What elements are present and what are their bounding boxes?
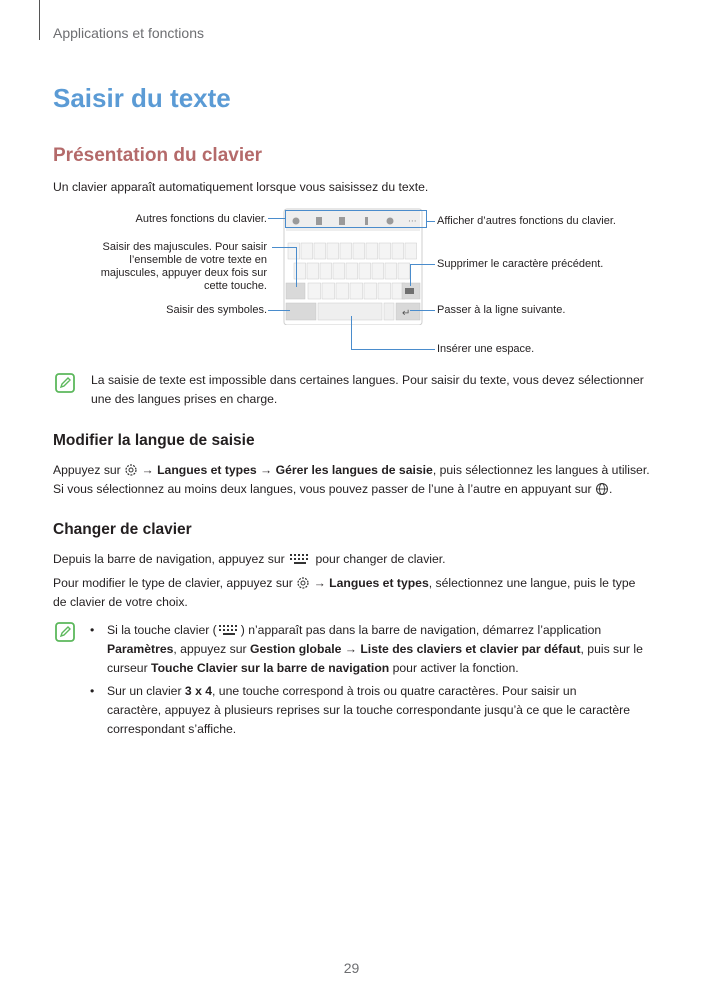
letter-key xyxy=(398,263,410,279)
keyboard-toolbar xyxy=(286,211,420,231)
letter-key xyxy=(327,243,339,259)
note-pencil-icon xyxy=(55,373,75,393)
sticker-icon xyxy=(339,217,345,225)
letter-key xyxy=(379,243,391,259)
letter-key xyxy=(314,243,326,259)
keyboard-icon xyxy=(288,552,312,566)
highlight-box-left xyxy=(285,210,286,227)
page-number: 29 xyxy=(343,960,360,976)
change-keyboard-paragraph2 xyxy=(53,574,635,612)
callout-delete: Supprimer le caractère précédent. xyxy=(437,258,604,270)
mic-icon xyxy=(365,217,368,225)
period-key xyxy=(384,303,394,320)
letter-key xyxy=(301,243,313,259)
letter-key xyxy=(336,283,349,299)
letter-key xyxy=(359,263,371,279)
note2-bullet1-line1: Si la touche clavier ( ) n’apparaît pas dans la barre de navigation, démarrez l’application xyxy=(107,623,602,637)
settings-icon xyxy=(387,218,394,225)
callout-line-enter xyxy=(410,310,435,311)
change-keyboard-line2: Pour modifier le type de clavier, appuyez sur → Langues et types, sélectionnez une langue, puis le type xyxy=(53,576,636,590)
space-key xyxy=(318,303,382,320)
callout-line-space-h xyxy=(351,349,435,350)
settings-gear-icon xyxy=(124,463,138,477)
enter-icon: ↵ xyxy=(402,308,411,319)
globe-icon xyxy=(595,482,609,496)
letter-key xyxy=(346,263,358,279)
note2-bullet2 xyxy=(90,682,631,739)
note1-text xyxy=(91,371,644,409)
letter-key xyxy=(340,243,352,259)
callout-line-space-v xyxy=(351,316,352,349)
letter-key xyxy=(353,243,365,259)
header-rule xyxy=(39,0,40,40)
callout-enter: Passer à la ligne suivante. xyxy=(437,304,566,316)
change-keyboard-paragraph1: Depuis la barre de navigation, appuyez sur pour changer de clavier. xyxy=(53,552,446,566)
callout-line-symbols xyxy=(268,310,290,311)
callout-shift-line4: cette touche. xyxy=(204,280,267,292)
bullet-dot: • xyxy=(90,623,95,637)
callout-shift-line1: Saisir des majuscules. Pour saisir xyxy=(102,241,267,253)
settings-gear-icon xyxy=(296,576,310,590)
letter-key xyxy=(350,283,363,299)
highlight-box-right xyxy=(426,210,427,227)
note2-bullet2-line3: correspondant s’affiche. xyxy=(107,722,237,736)
callout-shift xyxy=(101,241,267,293)
callout-line-shift-v xyxy=(296,247,297,287)
callout-line-delete-h xyxy=(410,264,435,265)
highlight-box-top xyxy=(285,210,427,211)
subheading-input-language: Modifier la langue de saisie xyxy=(53,432,255,449)
language-line1: Appuyez sur → Langues et types → Gérer les langues de saisie, puis sélectionnez les langues à utiliser. xyxy=(53,463,650,477)
letter-key xyxy=(333,263,345,279)
letter-key xyxy=(320,263,332,279)
page-title: Saisir du texte xyxy=(53,83,231,113)
callout-shift-line3: majuscules, appuyer deux fois sur xyxy=(100,267,267,279)
change-keyboard-line3: de clavier de votre choix. xyxy=(53,595,188,609)
note2-bullet2-line2: caractère, appuyez à plusieurs reprises sur la touche correspondante jusqu’à ce que le caractère xyxy=(107,703,631,717)
note1-line1: La saisie de texte est impossible dans certaines langues. Pour saisir du texte, vous devez sélectionner xyxy=(91,373,644,387)
callout-more-functions: Afficher d’autres fonctions du clavier. xyxy=(437,215,616,227)
letter-key xyxy=(364,283,377,299)
letter-key xyxy=(385,263,397,279)
section-heading-keyboard-overview: Présentation du clavier xyxy=(53,145,263,166)
letter-key xyxy=(405,243,417,259)
delete-icon xyxy=(405,288,414,294)
callout-line-other-functions xyxy=(268,218,285,219)
note2-bullet1-line2: Paramètres, appuyez sur Gestion globale → Liste des claviers et clavier par défaut, puis sur le xyxy=(107,642,643,656)
header-section-label: Applications et fonctions xyxy=(53,25,204,41)
note2-bullet1 xyxy=(90,621,643,678)
letter-key xyxy=(372,263,384,279)
language-line2: Si vous sélectionnez au moins deux langues, vous pouvez passer de l’une à l’autre en appuyant sur . xyxy=(53,482,613,496)
subheading-change-keyboard: Changer de clavier xyxy=(53,521,192,538)
callout-line-delete-v xyxy=(410,264,411,286)
bullet-dot: • xyxy=(90,684,95,698)
callout-other-functions: Autres fonctions du clavier. xyxy=(135,213,267,225)
callout-space: Insérer une espace. xyxy=(437,343,535,355)
keyboard-icon xyxy=(217,623,241,637)
note2-bullet2-line1: Sur un clavier 3 x 4, une touche correspond à trois ou quatre caractères. Pour saisir un xyxy=(107,684,577,698)
letter-key xyxy=(307,263,319,279)
note-pencil-icon xyxy=(55,622,75,642)
callout-line-more-functions xyxy=(427,221,435,222)
keyboard-illustration xyxy=(280,205,430,325)
highlight-box-bottom xyxy=(285,227,427,228)
letter-key xyxy=(378,283,391,299)
letter-key xyxy=(322,283,335,299)
note1-line2: une des langues prises en charge. xyxy=(91,392,278,406)
letter-key xyxy=(288,243,300,259)
clipboard-icon xyxy=(316,217,322,225)
language-paragraph xyxy=(53,461,650,499)
emoji-icon xyxy=(293,218,300,225)
symbols-key xyxy=(286,303,316,320)
callout-line-shift-h xyxy=(272,247,296,248)
letter-key xyxy=(308,283,321,299)
letter-key xyxy=(366,243,378,259)
intro-paragraph: Un clavier apparaît automatiquement lorsque vous saisissez du texte. xyxy=(53,180,429,194)
note2-bullet1-line3: curseur Touche Clavier sur la barre de navigation pour activer la fonction. xyxy=(107,661,519,675)
more-dots-icon: ··· xyxy=(408,217,417,227)
letter-key xyxy=(392,243,404,259)
callout-symbols: Saisir des symboles. xyxy=(166,304,267,316)
callout-shift-line2: l’ensemble de votre texte en xyxy=(129,254,267,266)
